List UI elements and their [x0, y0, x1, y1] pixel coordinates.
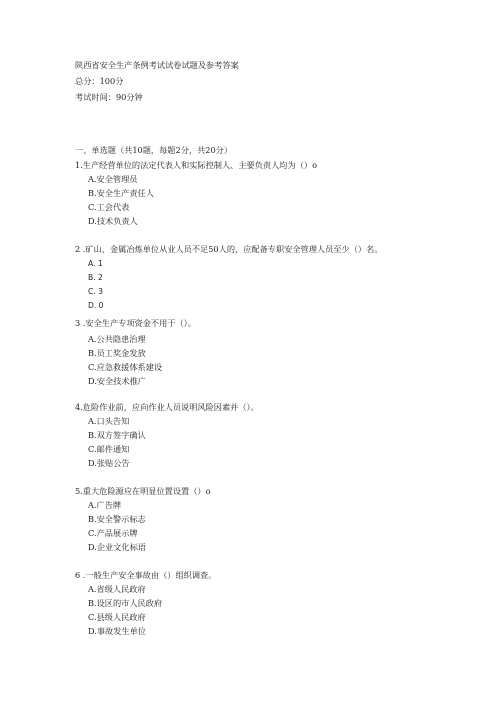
question-4-option-a: A.口头告知 [88, 416, 130, 426]
question-3-option-a: A.公共隐患治理 [88, 334, 146, 344]
question-5-option-b: B.安全警示标志 [88, 514, 146, 524]
question-1-option-b: B.安全生产责任人 [88, 188, 154, 198]
question-5-option-d: D.企业文化标语 [88, 542, 146, 552]
question-6-option-c: C.县级人民政府 [88, 612, 146, 622]
question-3-option-c: C.应急救援体系建设 [88, 362, 163, 372]
question-2-option-d: D. 0 [88, 301, 104, 310]
question-3-option-b: B.员工奖金发放 [88, 348, 146, 358]
document-title: 陕西省安全生产条例考试试卷试题及参考答案 [75, 60, 239, 70]
question-2-option-a: A. 1 [88, 259, 103, 268]
question-2-stem: 2 .矿山、金属冶炼单位从业人员不足50人的，应配备专职安全管理人员至少（）名。 [75, 244, 383, 254]
question-1-stem: 1.生产经营单位的法定代表人和实际控制人、主要负责人均为（）o [75, 160, 317, 170]
question-4-option-c: C.邮件通知 [88, 444, 130, 454]
question-6-stem: 6 .一般生产安全事故由（）组织调查。 [75, 570, 217, 580]
question-4-option-d: D.张贴公告 [88, 458, 130, 468]
total-score: 总分：100分 [75, 76, 124, 86]
question-2-option-b: B. 2 [88, 273, 103, 282]
question-4-stem: 4.危险作业前，应向作业人员说明风险因素并（）。 [75, 402, 259, 412]
question-5-option-c: C.产品展示牌 [88, 528, 138, 538]
section-heading: 一、单选题（共10题，每题2分，共20分） [75, 145, 233, 155]
question-2-option-c: C. 3 [88, 287, 103, 296]
question-6-option-d: D.事故发生单位 [88, 626, 146, 636]
question-3-option-d: D.安全技术推广 [88, 376, 146, 386]
question-5-option-a: A.广告牌 [88, 500, 122, 510]
question-6-option-b: B.设区的市人民政府 [88, 598, 163, 608]
question-1-option-d: D.技术负责人 [88, 216, 138, 226]
question-6-option-a: A.省级人民政府 [88, 584, 146, 594]
question-3-stem: 3 .安全生产专项资金不用于（）。 [75, 318, 196, 328]
question-5-stem: 5.重大危险源应在明显位置设置（）o [75, 486, 211, 496]
question-4-option-b: B.双方签字确认 [88, 430, 146, 440]
question-1-option-a: A.安全管理员 [88, 174, 138, 184]
question-1-option-c: C.工会代表 [88, 202, 130, 212]
exam-time: 考试时间：90分钟 [75, 92, 143, 102]
